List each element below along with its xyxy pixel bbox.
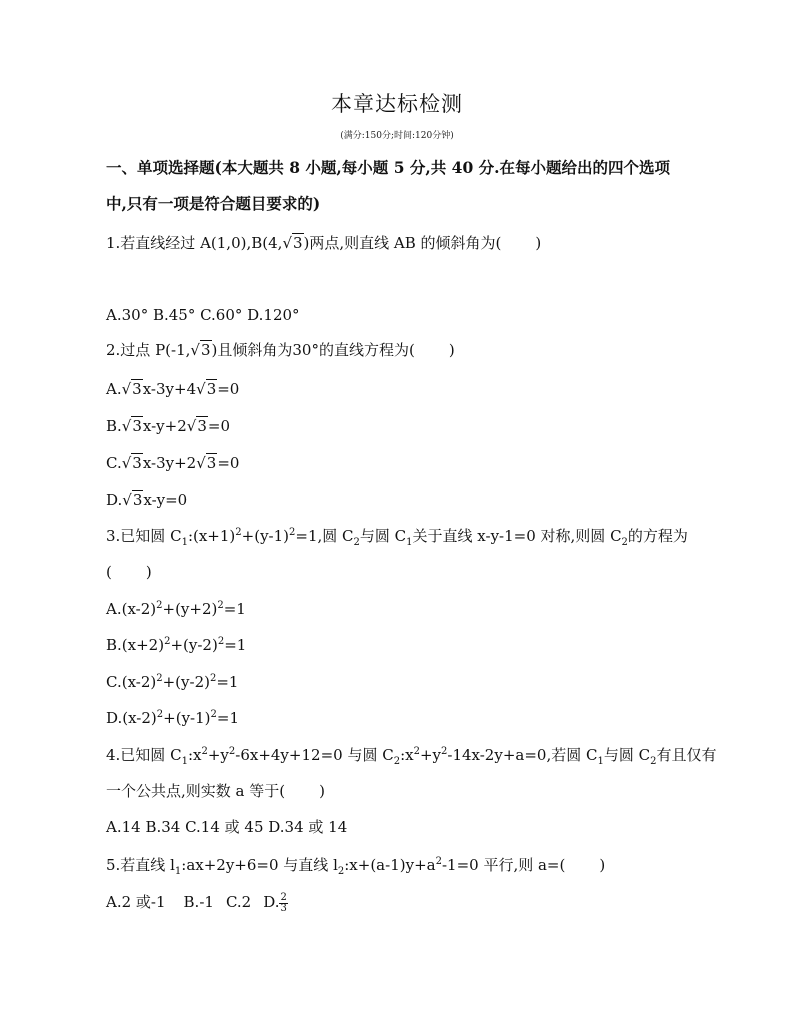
option-b: B.-1 bbox=[183, 893, 214, 911]
sqrt: √3 bbox=[190, 341, 211, 359]
section-heading-line-1: 一、单项选择题(本大题共 8 小题,每小题 5 分,共 40 分.在每小题给出的四个选项 bbox=[106, 158, 671, 177]
option-a: A.2 或-1 bbox=[106, 893, 166, 911]
section-heading-line-2: 中,只有一项是符合题目要求的) bbox=[106, 194, 321, 213]
question-2: 2.过点 P(-1,√3)且倾斜角为30°的直线方程为( ) bbox=[106, 341, 455, 359]
question-5-options bbox=[106, 892, 288, 914]
question-4-options: A.14 B.34 C.14 或 45 D.34 或 14 bbox=[106, 818, 348, 836]
question-3-option-d: $D.(x-2)^2+(y-1)^2=1$ bbox=[106, 709, 240, 727]
page-subtitle: (满分:150分;时间:120分钟) bbox=[340, 131, 454, 141]
question-3-option-c: $C.(x-2)^2+(y-2)^2=1$ bbox=[106, 673, 239, 691]
question-3-answer-bracket: ( ) bbox=[106, 563, 152, 581]
question-5: 5.若直线 $l_1:ax+2y+6=0$ 与直线 $l_2:x+(a-1)y+a^2-1=0$ 平行,则 a=( ) bbox=[106, 856, 606, 877]
question-2-option-a: A.√3x-3y+4√3=0 bbox=[106, 380, 240, 398]
fraction: $\frac{2}{3}$ bbox=[280, 891, 287, 914]
question-1-options: A.30° B.45° C.60° D.120° bbox=[106, 306, 300, 324]
question-4: 4.已知圆 $C_1:x^2+y^2-6x+4y+12=0$ 与圆 $C_2:x^2+y^2-14x-2y+a=0$,若圆 $C_1$与圆 $C_2$有且仅有 bbox=[106, 746, 717, 767]
page-title: 本章达标检测 bbox=[331, 92, 463, 116]
question-3-option-a: $A.(x-2)^2+(y+2)^2=1$ bbox=[106, 600, 246, 618]
option-c: C.2 bbox=[225, 893, 252, 911]
question-3: 3.已知圆 $C_1:(x+1)^2+(y-1)^2=1$,圆 $C_2$与圆 $C_1$关于直线 x-y-1=0 对称,则圆 $C_2$的方程为 bbox=[106, 527, 688, 548]
question-1: 1.若直线经过 A(1,0),B(4,√3)两点,则直线 AB 的倾斜角为( ) bbox=[106, 234, 542, 252]
option-d: D. bbox=[263, 893, 280, 911]
question-2-option-b: B.√3x-y+2√3=0 bbox=[106, 417, 230, 435]
question-2-option-d: D.√3x-y=0 bbox=[106, 491, 188, 509]
question-4-line-2: 一个公共点,则实数 a 等于( ) bbox=[106, 782, 325, 800]
question-2-option-c: C.√3x-3y+2√3=0 bbox=[106, 454, 240, 472]
question-3-option-b: $B.(x+2)^2+(y-2)^2=1$ bbox=[106, 636, 247, 654]
sqrt: √3 bbox=[282, 234, 303, 252]
